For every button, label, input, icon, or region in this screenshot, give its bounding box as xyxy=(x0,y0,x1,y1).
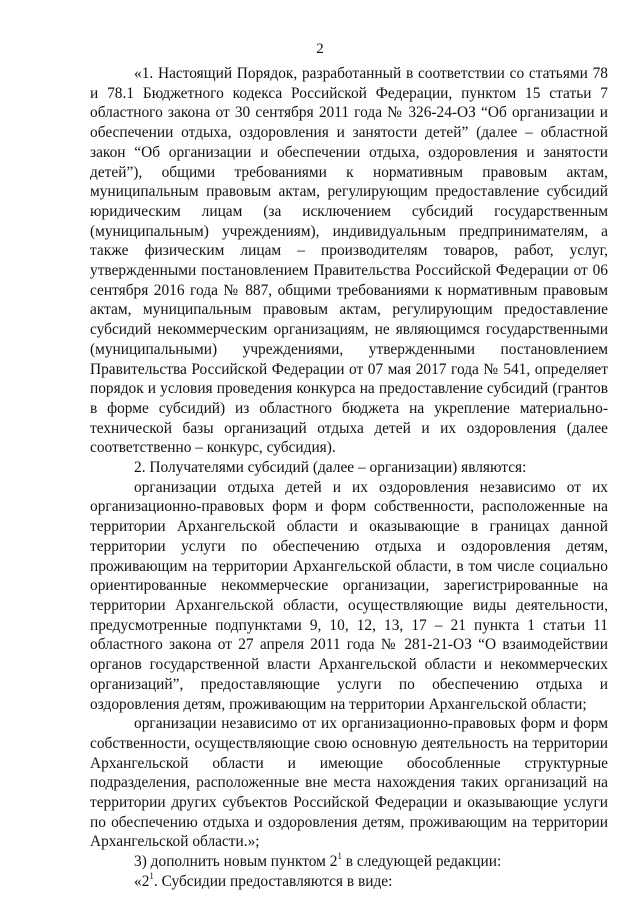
paragraph-3: организации отдыха детей и их оздоровления независимо от их организационно-правовых форм и форм собственности, расположенные на территории Архангельской области и оказывающие в границах данной территории услуги по обеспечению отдыха и оздоровления детям, проживающим на территории Архангельской области, в том числе социально ориентированные некоммерческие организации, зарегистрированные на территории Архангельской области, осуществляющие виды деятельности, предусмотренные подпунктами 9, 10, 12, 13, 17 – 21 пункта 1 статьи 11 областного закона от 27 апреля 2011 года № 281-21-ОЗ “О взаимодействии органов государственной власти Архангельской области и некоммерческих организаций”, предоставляющие услуги по обеспечению отдыха и оздоровления детям, проживающим на территории Архангельской области; xyxy=(90,478,608,713)
item-3-text-end: в следующей редакции: xyxy=(341,853,502,871)
item-3-text: 3) дополнить новым пунктом 2 xyxy=(134,853,338,871)
paragraph-item-3 xyxy=(90,852,608,872)
paragraph-2: 2. Получателями субсидий (далее – организации) являются: xyxy=(134,459,527,477)
paragraph-item-2-1 xyxy=(90,872,608,892)
paragraph-1: «1. Настоящий Порядок, разработанный в соответствии со статьями 78 и 78.1 Бюджетного кодекса Российской Федерации, пунктом 15 статьи 7 областного закона от 30 сентября 2011 года № 326-24-ОЗ “Об организации и обеспечении отдыха, оздоровления и занятости детей” (далее – областной закон “Об организации и обеспечении отдыха, оздоровления и занятости детей”), общими требованиями к нормативным правовым актам, муниципальным правовым актам, регулирующим предоставление субсидий юридическим лицам (за исключением субсидий государственным (муниципальным) учреждениям), индивидуальным предпринимателям, а также физическим лицам – производителям товаров, работ, услуг, утвержденными постановлением Правительства Российской Федерации от 06 сентября 2016 года № 887, общими требованиями к нормативным правовым актам, муниципальным правовым актам, регулирующим предоставление субсидий некоммерческим организациям, не являющимся государственными (муниципальными) учреждениями, утвержденными постановлением Правительства Российской Федерации от 07 мая 2017 года № 541, определяет порядок и условия проведения конкурса на предоставление субсидий (грантов в форме субсидий) из областного бюджета на укрепление материально-технической базы организаций отдыха детей и их оздоровления (далее соответственно – конкурс, субсидия). xyxy=(90,65,608,457)
item-2-1-text: «2 xyxy=(134,872,150,890)
item-3-superscript: 1 xyxy=(337,851,342,861)
item-2-1-superscript: 1 xyxy=(149,870,154,881)
paragraph-4: организации независимо от их организационно-правовых форм и форм собственности, осуществляющие свою основную деятельность на территории Архангельской области и имеющие обособленные структурные подразделения, расположенные вне места нахождения таких организаций на территории других субъектов Российской Федерации и оказывающие услуги по обеспечению отдыха и оздоровления детям, проживающим на территории Архангельской области.»; xyxy=(90,715,608,851)
item-2-1-text-end: . Субсидии предоставляются в виде: xyxy=(153,872,393,890)
page-number: 2 xyxy=(316,41,324,57)
document-body xyxy=(90,64,608,892)
